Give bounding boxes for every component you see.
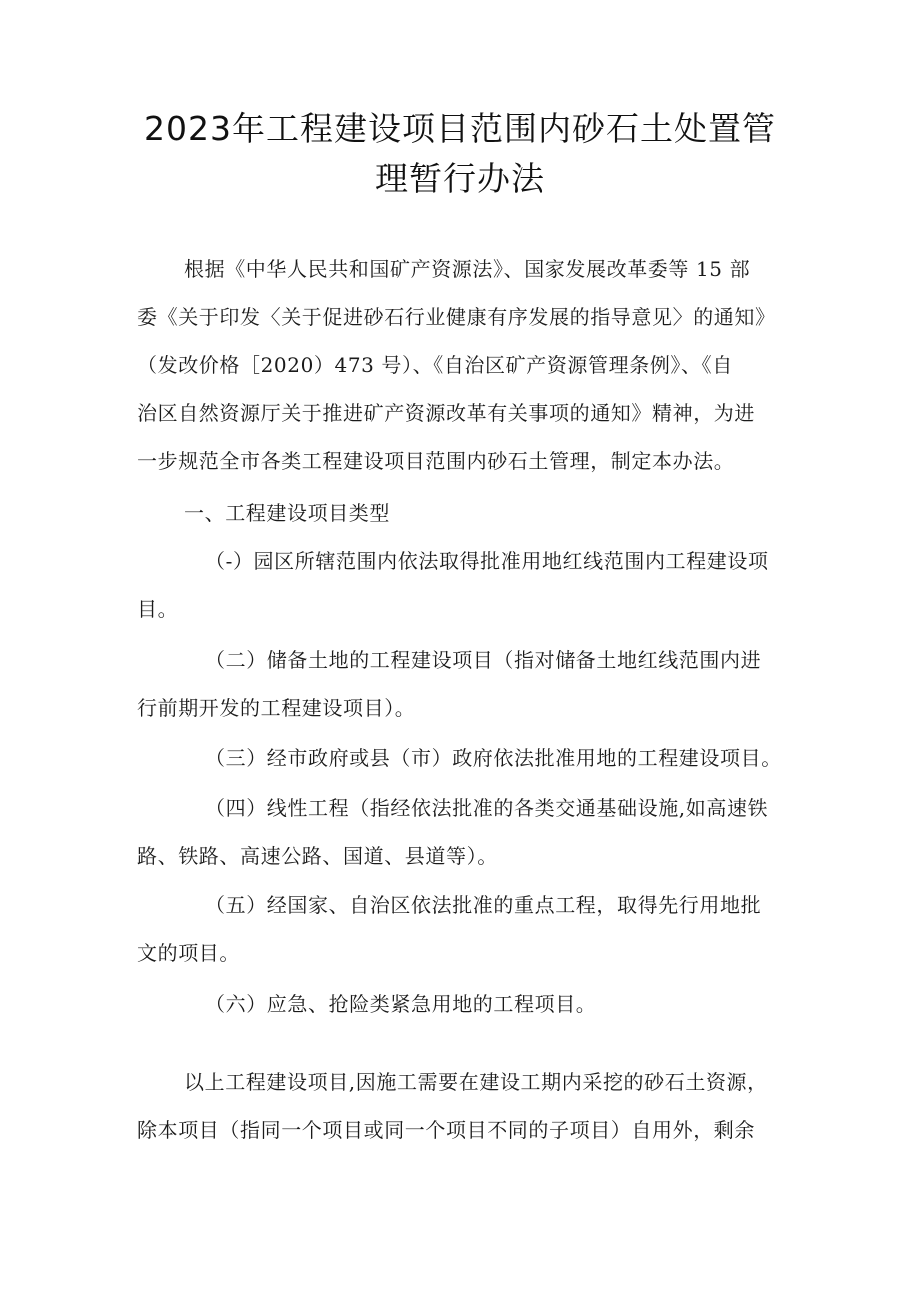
text-line: 根据《中华人民共和国矿产资源法》、国家发展改革委等 15 部: [184, 257, 751, 281]
heading-text: 一、工程建设项目类型: [184, 501, 390, 525]
list-item: [137, 537, 789, 633]
text-line: 文的项目。: [137, 941, 240, 965]
title-text: 2023年工程建设项目范围内砂石土处置管: [144, 109, 776, 148]
text-line: 以上工程建设项目,因施工需要在建设工期内采挖的砂石土资源，: [184, 1070, 768, 1094]
list-item: [137, 881, 789, 977]
text-line: （五）经国家、自治区依法批准的重点工程，取得先行用地批: [205, 893, 762, 917]
closing-paragraph: [137, 1058, 789, 1154]
text-line: 除本项目（指同一个项目或同一个项目不同的子项目）自用外，剩余: [137, 1118, 755, 1142]
intro-paragraph: [137, 245, 789, 485]
list-item: [137, 636, 789, 732]
text-line: （三）经市政府或县（市）政府依法批准用地的工程建设项目。: [205, 746, 782, 770]
text-line: 治区自然资源厅关于推进矿产资源改革有关事项的通知》精神，为进: [137, 401, 755, 425]
text-line: （二）储备土地的工程建设项目（指对储备土地红线范围内进: [205, 648, 762, 672]
text-line: 委《关于印发〈关于促进砂石行业健康有序发展的指导意见〉的通知》: [137, 305, 776, 329]
text-line: （六）应急、抢险类紧急用地的工程项目。: [205, 992, 597, 1016]
text-line: 行前期开发的工程建设项目）。: [137, 696, 416, 720]
list-item: [137, 734, 789, 782]
list-item: [137, 784, 789, 880]
section-heading: [137, 489, 789, 537]
text-line: 路、铁路、高速公路、国道、县道等）。: [137, 844, 498, 868]
text-line: （四）线性工程（指经依法批准的各类交通基础设施,如高速铁: [205, 796, 769, 820]
text-line: 一步规范全市各类工程建设项目范围内砂石土管理，制定本办法。: [137, 449, 735, 473]
text-line: 目。: [137, 597, 179, 621]
text-line: （-）园区所辖范围内依法取得批准用地红线范围内工程建设项: [205, 549, 769, 573]
document-title-line-1: [130, 104, 790, 154]
text-line: （发改价格［2020）473 号）、《自治区矿产资源管理条例》、《自: [137, 353, 733, 377]
list-item: [137, 980, 789, 1028]
title-text: 理暂行办法: [375, 159, 545, 198]
document-title-line-2: [130, 154, 790, 204]
